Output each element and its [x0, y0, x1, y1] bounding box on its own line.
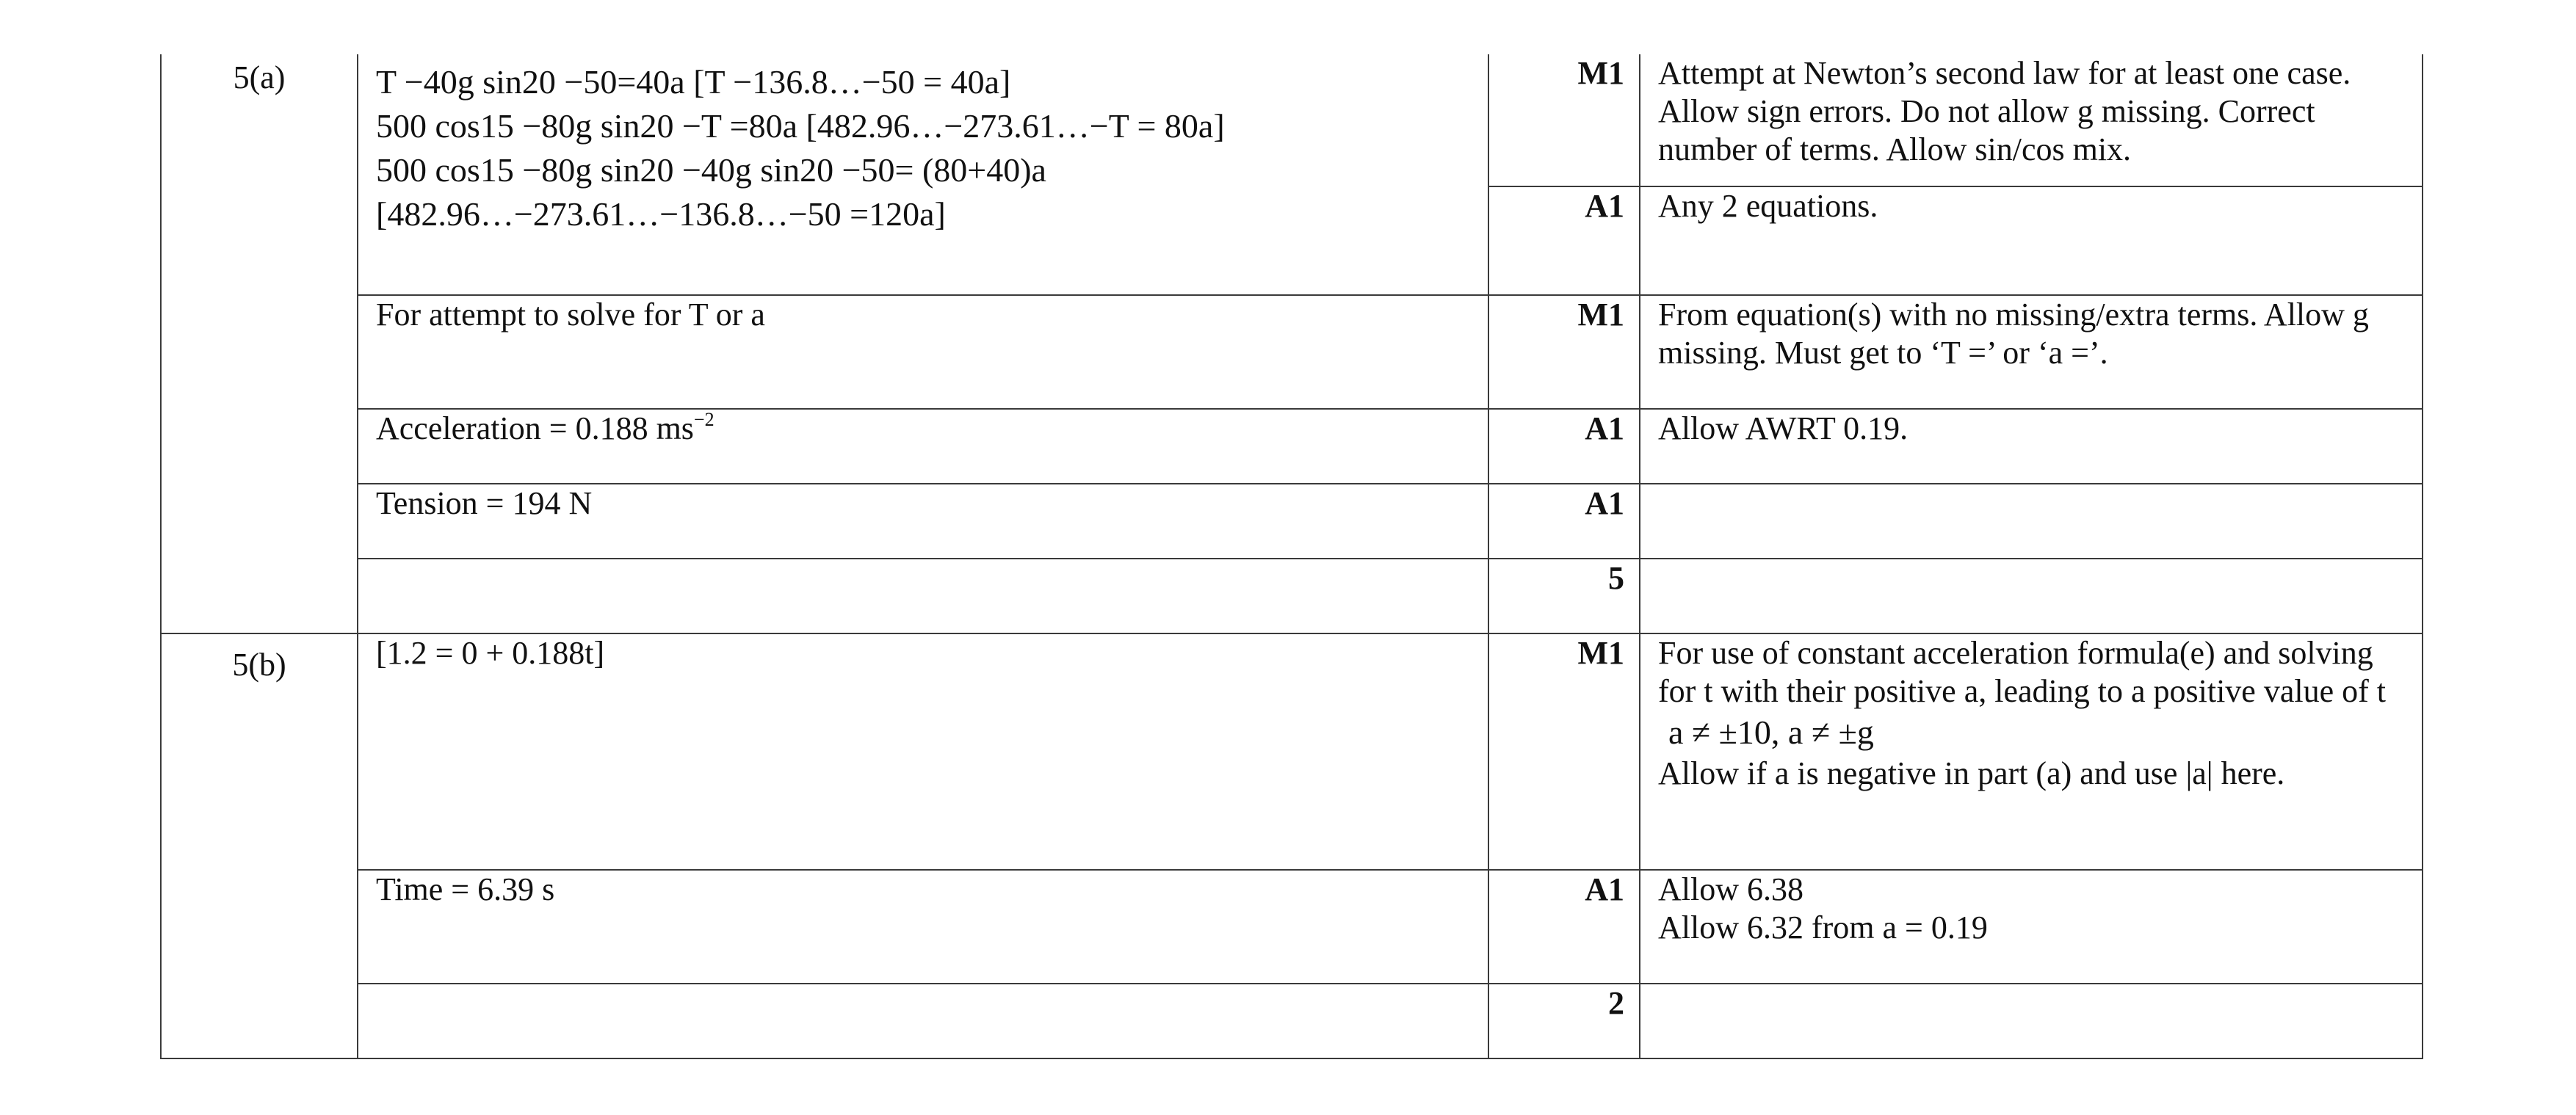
mark-code: A1 — [1488, 484, 1640, 559]
guidance-text: Allow 6.32 from a = 0.19 — [1658, 909, 1988, 945]
answer-equation-line: T −40g sin20 −50=40a [T −136.8…−50 = 40a] — [376, 63, 1011, 101]
unit-exponent: −2 — [693, 409, 714, 430]
table-row — [161, 54, 2423, 186]
guidance-text: From equation(s) with no missing/extra terms. Allow g missing. Must get to ‘T =’ or ‘a =’. — [1640, 295, 2423, 409]
guidance-text: Any 2 equations. — [1640, 186, 2423, 295]
question-label: 5(a) — [161, 54, 358, 633]
guidance-cell — [1640, 870, 2423, 984]
mark-code: M1 — [1488, 295, 1640, 409]
mark-scheme-table — [160, 54, 2423, 1059]
answer-text: Time = 6.39 s — [358, 870, 1488, 984]
answer-text: [1.2 = 0 + 0.188t] — [358, 633, 1488, 870]
answer-equation-line: 500 cos15 −80g sin20 −T =80a [482.96…−273.61…−T = 80a] — [376, 107, 1225, 145]
answer-equations-cell — [358, 54, 1488, 295]
guidance-text — [1640, 984, 2423, 1058]
guidance-text: Allow 6.38 — [1658, 871, 1803, 907]
part-total-marks: 2 — [1488, 984, 1640, 1058]
guidance-text: Allow if a is negative in part (a) and use |a| here. — [1658, 755, 2285, 791]
table-row — [161, 409, 2423, 484]
mark-code: M1 — [1488, 633, 1640, 870]
answer-text: For attempt to solve for T or a — [358, 295, 1488, 409]
mark-code: M1 — [1488, 54, 1640, 186]
table-row — [161, 484, 2423, 559]
mark-code: A1 — [1488, 409, 1640, 484]
guidance-text: For use of constant acceleration formula(e) and solving for t with their positive a, leading to a positive value of t — [1658, 635, 2386, 709]
answer-text: Tension = 194 N — [358, 484, 1488, 559]
mark-code: A1 — [1488, 186, 1640, 295]
table-row — [161, 295, 2423, 409]
table-row — [161, 633, 2423, 870]
guidance-text: Attempt at Newton’s second law for at least one case. Allow sign errors. Do not allow g missing. Correct number of terms. Allow sin/cos mix. — [1640, 54, 2423, 186]
part-total-marks: 5 — [1488, 559, 1640, 633]
table-row — [161, 559, 2423, 633]
mark-code: A1 — [1488, 870, 1640, 984]
answer-equation-line: [482.96…−273.61…−136.8…−50 =120a] — [376, 195, 946, 233]
answer-equation-line: 500 cos15 −80g sin20 −40g sin20 −50= (80+40)a — [376, 151, 1046, 189]
answer-value: Acceleration = 0.188 ms — [376, 410, 694, 446]
table-row — [161, 984, 2423, 1058]
guidance-text: Allow AWRT 0.19. — [1640, 409, 2423, 484]
answer-text — [358, 409, 1488, 484]
answer-text — [358, 984, 1488, 1058]
answer-text — [358, 559, 1488, 633]
question-label: 5(b) — [161, 633, 358, 1058]
table-row — [161, 870, 2423, 984]
guidance-text — [1640, 484, 2423, 559]
guidance-inequality: a ≠ ±10, a ≠ ±g — [1668, 713, 1874, 751]
guidance-cell — [1640, 633, 2423, 870]
guidance-text — [1640, 559, 2423, 633]
